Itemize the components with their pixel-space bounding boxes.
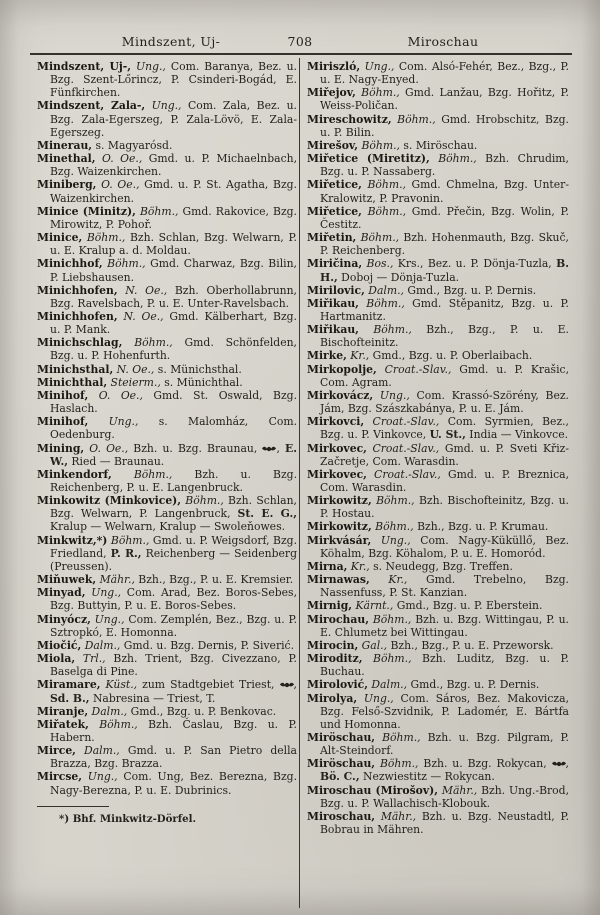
region-label: Croat.-Slav., bbox=[364, 415, 440, 429]
entry bbox=[307, 257, 569, 283]
headword: Minihof, bbox=[37, 415, 89, 429]
region-label: O. Oe., bbox=[95, 152, 143, 166]
entry bbox=[307, 757, 569, 783]
region-label: Böhm., bbox=[356, 231, 400, 245]
entry bbox=[307, 560, 569, 573]
headword: Minichhofen, bbox=[37, 309, 118, 323]
entry-text: Kralup — Welwarn, Kralup — Swoleňowes. bbox=[50, 520, 286, 534]
entry bbox=[37, 718, 297, 744]
region-label: O. Oe., bbox=[88, 388, 143, 402]
entry-text: Gmd. u. P. Breznica, Com. Warasdin. bbox=[320, 467, 569, 494]
footnote-rule bbox=[37, 806, 109, 807]
entry-text: Bzh. Trient, Bzg. Civezzano, P. Baselga di Pine. bbox=[50, 652, 297, 679]
headword: Mirešov, bbox=[307, 138, 359, 152]
region-label: Kr., bbox=[346, 349, 370, 363]
headword: Miniberg, bbox=[37, 178, 97, 192]
headword: Mireschowitz, bbox=[307, 112, 392, 126]
entry-text: Nabresina — Triest, T. bbox=[89, 691, 216, 705]
railway-abbrev: P. R., bbox=[110, 546, 142, 560]
entry bbox=[37, 770, 297, 796]
headword: Mirce, bbox=[37, 744, 76, 758]
region-label: Böhm., bbox=[362, 652, 412, 666]
entry-text: Bzh., Bzg. u. P. Krumau. bbox=[413, 520, 549, 534]
entry-text: Com. Alsó-Fehér, Bez., Bzg., P. u. E. Nagy-Enyed. bbox=[320, 60, 569, 87]
headword: Mirkopolje, bbox=[307, 362, 377, 376]
headword: Mirkvásár, bbox=[307, 533, 372, 547]
entry bbox=[37, 139, 297, 152]
entry bbox=[37, 613, 297, 639]
entry-text: s. Malomház, Com. Oedenburg. bbox=[50, 415, 297, 442]
entry bbox=[307, 323, 569, 349]
headword: Mirnig, bbox=[307, 599, 353, 613]
region-label: Trl., bbox=[75, 652, 106, 666]
region-label: Böhm., bbox=[102, 257, 146, 271]
entry bbox=[307, 349, 569, 362]
entry-text: Com. Syrmien, Bez., Bzg. u. P. Vinkovce, bbox=[320, 415, 569, 442]
headword: Miřejov, bbox=[307, 86, 356, 100]
headword: Mircse, bbox=[37, 770, 83, 784]
entry bbox=[37, 678, 297, 704]
entry-text: Bzh., Bzg., P. u. E. Kremsier. bbox=[134, 573, 294, 587]
entry-text: Gmd. Stěpanitz, Bzg. u. P. Hartmanitz. bbox=[320, 296, 569, 323]
region-label: Ung., bbox=[85, 586, 122, 600]
region-label: Croat.-Slav., bbox=[366, 467, 441, 481]
region-label: Croat.-Slav., bbox=[376, 362, 452, 376]
region-label: Böhm., bbox=[375, 730, 421, 744]
entry-text: Ried — Braunau. bbox=[67, 454, 165, 468]
entry bbox=[37, 534, 297, 573]
entry bbox=[307, 231, 569, 257]
headword: Minice, bbox=[37, 231, 83, 245]
region-label: Croat.-Slav., bbox=[366, 441, 440, 455]
entry-text: Bzh. u. Bzg. Wittingau, P. u. E. Chlumetz bei Wittingau. bbox=[320, 612, 569, 639]
entry-text: s. Neudegg, Bzg. Treffen. bbox=[369, 559, 513, 573]
entry-text: Bzh. Schlan, Bzg. Welwarn, P. Langenbruck, bbox=[50, 494, 297, 521]
region-label: Ung., bbox=[371, 533, 411, 547]
entry-text: Gmd. Schönfelden, Bzg. u. P. Hohenfurth. bbox=[50, 336, 297, 363]
header-rule bbox=[30, 53, 572, 55]
region-label: Dalm., bbox=[367, 678, 408, 692]
region-label: Böhm., bbox=[355, 86, 400, 100]
entry-text: , bbox=[293, 678, 297, 692]
entry bbox=[37, 573, 297, 586]
entry-text: Gmd., Bzg. u. P. Eberstein. bbox=[393, 599, 543, 613]
entry-text: Gmd. Hrobschitz, Bzg. u. P. Bilin. bbox=[320, 112, 569, 139]
region-label: Böhm., bbox=[358, 138, 400, 152]
entry bbox=[307, 284, 569, 297]
region-label: Steierm., bbox=[107, 375, 161, 389]
entry bbox=[37, 363, 297, 376]
region-label: Böhm., bbox=[111, 467, 173, 481]
region-label: Böhm., bbox=[88, 717, 138, 731]
entry bbox=[37, 468, 297, 494]
railway-abbrev: B. H., bbox=[320, 257, 569, 284]
entry-text: Com. Sáros, Bez. Makovicza, Bzg. Felső-Szvidnik, P. Ladomér, E. Bártfa und Homonna. bbox=[320, 691, 569, 731]
entry bbox=[37, 705, 297, 718]
entry bbox=[37, 257, 297, 283]
entry-text: Bzh. u. Bzg. Neustadtl, P. Bobrau in Mähren. bbox=[320, 809, 569, 837]
entry bbox=[37, 376, 297, 389]
headword: Minethal, bbox=[37, 152, 96, 166]
entry-text: Gmd., Bzg. u. P. Dernis. bbox=[407, 678, 540, 692]
headword: Minkowitz (Minkovice), bbox=[37, 494, 182, 508]
entry bbox=[37, 336, 297, 362]
region-label: Böhm., bbox=[82, 231, 126, 245]
entry-text: Bzh. Časlau, Bzg. u. P. Habern. bbox=[50, 717, 297, 744]
region-label: Böhm., bbox=[368, 612, 412, 626]
entry-text: s. Münichthal. bbox=[160, 375, 243, 389]
left-column bbox=[37, 60, 297, 826]
headword: Miroditz, bbox=[307, 652, 363, 666]
railway-station-icon bbox=[552, 757, 566, 770]
headword: Minkwitz,*) bbox=[37, 533, 108, 547]
entry-text: Gmd. u. P. San Pietro della Brazza, Bzg. Brazza. bbox=[50, 744, 297, 771]
entry-text: Reichenberg — Seidenberg (Preussen). bbox=[50, 546, 297, 573]
entry bbox=[37, 586, 297, 612]
entry bbox=[37, 152, 297, 178]
region-label: Bos., bbox=[362, 257, 394, 271]
entry-text: s. Miröschau. bbox=[399, 138, 478, 152]
entry bbox=[307, 389, 569, 415]
headword: Minihof, bbox=[37, 388, 89, 402]
railway-station-icon bbox=[262, 442, 276, 455]
headword: Miočić, bbox=[37, 638, 82, 652]
entry bbox=[307, 468, 569, 494]
headword: Miröschau, bbox=[307, 730, 376, 744]
region-label: Küst., bbox=[100, 678, 138, 692]
entry bbox=[307, 573, 569, 599]
footnote: *) Bhf. Minkwitz-Dörfel. bbox=[59, 812, 197, 825]
entry bbox=[37, 205, 297, 231]
entry-text: Com. Ung, Bez. Berezna, Bzg. Nagy-Berezna, P. u. E. Dubrinics. bbox=[50, 770, 297, 797]
entry bbox=[307, 639, 569, 652]
headword: Miňuwek, bbox=[37, 573, 97, 587]
headword: Minichhofen, bbox=[37, 283, 118, 297]
region-label: Ung., bbox=[88, 415, 139, 429]
headword: Minichschlag, bbox=[37, 336, 123, 350]
entry-text: Bzh. Chrudim, Bzg. u. P. Nassaberg. bbox=[320, 152, 569, 179]
page-number: 708 bbox=[287, 34, 313, 49]
headword: Minkendorf, bbox=[37, 467, 112, 481]
headword: Minichsthal, bbox=[37, 362, 114, 376]
entry bbox=[307, 692, 569, 731]
entry-text: Gmd. Chmelna, Bzg. Unter-Kralowitz, P. Pravonin. bbox=[320, 178, 569, 205]
column-divider bbox=[299, 58, 300, 908]
region-label: Böhm., bbox=[358, 296, 405, 310]
entry-text: Bzh. Schlan, Bzg. Welwarn, P. u. E. Kralup a. d. Moldau. bbox=[50, 231, 297, 258]
entry-text: Gmd. u. P. St. Agatha, Bzg. Waizenkirchen. bbox=[50, 178, 297, 205]
region-label: Böhm., bbox=[371, 494, 415, 508]
entry-text: Com. Arad, Bez. Boros-Sebes, Bzg. Buttyin, P. u. E. Boros-Sebes. bbox=[50, 586, 297, 613]
region-label: Kr., bbox=[369, 573, 408, 587]
entry-text: , bbox=[565, 757, 569, 771]
footnote-block bbox=[37, 806, 297, 826]
entry bbox=[307, 599, 569, 612]
entry-text: Gmd. St. Oswald, Bzg. Haslach. bbox=[50, 388, 298, 416]
headword: Mirkowitz, bbox=[307, 520, 372, 534]
entry bbox=[307, 152, 569, 178]
entry-text: Bzh. Ung.-Brod, Bzg. u. P. Wallachisch-Klobouk. bbox=[320, 783, 570, 810]
entry bbox=[307, 113, 569, 139]
region-label: Ung., bbox=[145, 99, 182, 113]
headword: Minice (Minitz), bbox=[37, 204, 136, 218]
headword: Mirkovácz, bbox=[307, 388, 374, 402]
headword: Minyad, bbox=[37, 586, 86, 600]
entry-text: Bzh. Hohenmauth, Bzg. Skuč, P. Reichenberg. bbox=[320, 231, 569, 258]
region-label: O. Oe., bbox=[84, 441, 129, 455]
entry-text: Com. Baranya, Bez. u. Bzg. Szent-Lőrincz, P. Csinderi-Bogád, E. Fünfkirchen. bbox=[50, 60, 297, 100]
headword: Miričina, bbox=[307, 257, 363, 271]
headword: Minyócz, bbox=[37, 612, 91, 626]
guide-word-left: Mindszent, Uj- bbox=[121, 34, 221, 49]
entry-text: Bzh. u. Bzg. Braunau, bbox=[128, 441, 263, 455]
headword: Mirolya, bbox=[307, 691, 358, 705]
headword: Mirkowitz, bbox=[307, 494, 372, 508]
headword: Minerau, bbox=[37, 138, 93, 152]
region-label: Mähr., bbox=[96, 573, 135, 587]
entry bbox=[307, 678, 569, 691]
entry bbox=[307, 442, 569, 468]
railway-abbrev: E. W., bbox=[50, 441, 297, 468]
region-label: Dalm., bbox=[75, 744, 120, 758]
entry bbox=[37, 494, 297, 533]
region-label: Böhm., bbox=[358, 323, 412, 337]
headword: Mirocin, bbox=[307, 638, 359, 652]
entry bbox=[37, 639, 297, 652]
region-label: N. Oe., bbox=[117, 283, 168, 297]
headword: Miriszló, bbox=[307, 60, 361, 73]
entry-text: Gmd., Bzg. u. P. Dernis. bbox=[403, 283, 537, 297]
region-label: Ung., bbox=[373, 388, 410, 402]
entry-text: Gmd. u. P. Krašic, Com. Agram. bbox=[320, 362, 569, 389]
region-label: Kärnt., bbox=[352, 599, 394, 613]
headword: Mirilovic, bbox=[307, 283, 365, 297]
railway-abbrev: Sd. B., bbox=[50, 691, 90, 705]
entry-text: Doboj — Dönja-Tuzla. bbox=[337, 270, 460, 284]
entry-text: Gmd. Rakovice, Bzg. Mirowitz, P. Pohoř. bbox=[50, 204, 297, 231]
entry-text: Gmd. u. P. Michaelnbach, Bzg. Waizenkirchen. bbox=[50, 152, 297, 179]
entry-text: Bzh. Luditz, Bzg. u. P. Buchau. bbox=[320, 652, 569, 679]
headword: Minichhof, bbox=[37, 257, 103, 271]
region-label: Dalm., bbox=[81, 638, 121, 652]
headword: Mirochau, bbox=[307, 612, 369, 626]
entry bbox=[307, 139, 569, 152]
entry bbox=[37, 442, 297, 468]
entry bbox=[307, 60, 569, 86]
entry bbox=[37, 389, 297, 415]
entry bbox=[37, 60, 297, 99]
entry bbox=[307, 810, 569, 836]
region-label: Böhm., bbox=[375, 757, 419, 771]
entry bbox=[37, 284, 297, 310]
headword: Mirke, bbox=[307, 349, 347, 363]
entry bbox=[37, 231, 297, 257]
region-label: Böhm., bbox=[181, 494, 224, 508]
headword: Mirolović, bbox=[307, 678, 368, 692]
entry bbox=[307, 178, 569, 204]
entry bbox=[307, 613, 569, 639]
entry-text: Bzh. Oberhollabrunn, Bzg. Ravelsbach, P. u. E. Unter-Ravelsbach. bbox=[50, 283, 297, 310]
entry bbox=[307, 205, 569, 231]
entry-text: Com. Zemplén, Bez., Bzg. u. P. Sztropkó, E. Homonna. bbox=[50, 612, 297, 639]
entry-text: s. Münichsthal. bbox=[154, 362, 242, 376]
headword: Mining, bbox=[37, 441, 85, 455]
region-label: Mähr., bbox=[438, 783, 478, 797]
entry-text: Gmd. u. Bzg. Dernis, P. Siverić. bbox=[120, 638, 295, 652]
guide-word-right: Miroschau bbox=[407, 34, 479, 49]
entry-text: Com. Krassó-Szörény, Bez. Jám, Bzg. Szászkabánya, P. u. E. Jám. bbox=[320, 388, 569, 416]
entry-text: Krs., Bez. u. P. Dönja-Tuzla, bbox=[393, 257, 557, 271]
entry-text: Com. Nagy-Küküllő, Bez. Köhalm, Bzg. Köhalom, P. u. E. Homoród. bbox=[320, 533, 569, 560]
headword: Minichthal, bbox=[37, 375, 108, 389]
headword: Mindszent, Uj-, bbox=[37, 60, 132, 73]
region-label: Gal., bbox=[358, 638, 388, 652]
entry-text: Nezwiestitz — Rokycan. bbox=[359, 770, 495, 784]
entry bbox=[37, 744, 297, 770]
region-label: Böhm., bbox=[122, 336, 173, 350]
region-label: Kr., bbox=[347, 559, 370, 573]
headword: Mindszent, Zala-, bbox=[37, 99, 146, 113]
headword: Miřetice, bbox=[307, 204, 362, 218]
headword: Mirkovci, bbox=[307, 415, 365, 429]
entry-text: Gmd., Bzg. u. P. Benkovac. bbox=[127, 704, 277, 718]
headword: Miröschau, bbox=[307, 757, 376, 771]
railway-abbrev: U. St., bbox=[429, 428, 466, 442]
entry bbox=[307, 731, 569, 757]
entry-text: Bzh. Bischofteinitz, Bzg. u. P. Hostau. bbox=[320, 494, 569, 521]
headword: Miramare, bbox=[37, 678, 101, 692]
region-label: Böhm., bbox=[391, 112, 436, 126]
entry bbox=[307, 784, 569, 810]
entry-text: Bzh. u. Bzg. Rokycan, bbox=[418, 757, 552, 771]
entry bbox=[37, 99, 297, 138]
headword: Miola, bbox=[37, 652, 76, 666]
region-label: Böhm., bbox=[361, 204, 407, 218]
entry-text: s. Magyarósd. bbox=[92, 138, 173, 152]
entry bbox=[37, 310, 297, 336]
region-label: Böhm., bbox=[371, 520, 414, 534]
region-label: Ung., bbox=[90, 612, 125, 626]
entry-text: Gmd. Lanžau, Bzg. Hořitz, P. Weiss-Poličan. bbox=[320, 86, 569, 113]
region-label: Böhm., bbox=[361, 178, 406, 192]
entry-text: Gmd. Přečin, Bzg. Wolin, P. Čestitz. bbox=[320, 204, 569, 231]
region-label: Böhm., bbox=[135, 204, 179, 218]
headword: Miroschau, bbox=[307, 809, 376, 823]
entry-text: Gmd. Trebelno, Bzg. Nassenfuss, P. St. Kanzian. bbox=[320, 573, 569, 600]
region-label: N. Oe., bbox=[117, 309, 164, 323]
entry-text: Bzh. u. Bzg. Reichenberg, P. u. E. Langenbruck. bbox=[50, 467, 297, 494]
entry bbox=[307, 86, 569, 112]
entry-text: Gmd. u. P. Weigsdorf, Bzg. Friedland, bbox=[50, 533, 297, 560]
region-label: Dalm., bbox=[364, 283, 404, 297]
region-label: Mähr., bbox=[375, 809, 417, 823]
railway-abbrev: Bö. C., bbox=[320, 770, 360, 784]
region-label: N. Oe., bbox=[113, 362, 155, 376]
headword: Miřikau, bbox=[307, 296, 359, 310]
region-label: Ung., bbox=[82, 770, 118, 784]
entry-text: Bzh., Bzg., P. u. E. Bischofteinitz. bbox=[320, 323, 569, 350]
entry-text: Gmd. Kälberhart, Bzg. u. P. Mank. bbox=[50, 309, 297, 337]
region-label: Böhm., bbox=[107, 533, 150, 547]
region-label: Dalm., bbox=[88, 704, 128, 718]
entry bbox=[37, 178, 297, 204]
railway-abbrev: St. E. G., bbox=[237, 507, 297, 521]
entry bbox=[307, 652, 569, 678]
entry-text: Gmd. u. P. Sveti Křiz-Začretje, Com. Warasdin. bbox=[320, 441, 569, 468]
region-label: Ung., bbox=[357, 691, 394, 705]
entry bbox=[37, 415, 297, 441]
right-column bbox=[307, 60, 569, 836]
entry bbox=[307, 534, 569, 560]
entry-text: Gmd. Charwaz, Bzg. Bilin, P. Liebshausen. bbox=[50, 257, 297, 284]
entry bbox=[307, 363, 569, 389]
entry-text: Gmd., Bzg. u. P. Oberlaibach. bbox=[369, 349, 533, 363]
railway-station-icon bbox=[280, 678, 294, 691]
entry bbox=[307, 520, 569, 533]
headword: Mirna, bbox=[307, 559, 348, 573]
entry bbox=[37, 652, 297, 678]
headword: Miranje, bbox=[37, 704, 89, 718]
region-label: Ung., bbox=[360, 60, 395, 73]
entry-text: India — Vinkovce. bbox=[465, 428, 569, 442]
headword: Miřikau, bbox=[307, 323, 359, 337]
entry-text: zum Stadtgebiet Triest, bbox=[137, 678, 280, 692]
region-label: Böhm., bbox=[429, 152, 477, 166]
headword: Mirnawas, bbox=[307, 573, 370, 587]
entry-text: Bzh. u. Bzg. Pilgram, P. Alt-Steindorf. bbox=[320, 730, 569, 758]
headword: Miřetice, bbox=[307, 178, 362, 192]
region-label: O. Oe., bbox=[96, 178, 140, 192]
entry bbox=[307, 297, 569, 323]
headword: Miroschau (Mirošov), bbox=[307, 783, 438, 797]
region-label: Ung., bbox=[131, 60, 166, 73]
headword: Miřatek, bbox=[37, 717, 89, 731]
entry-text: Bzh., Bzg., P. u. E. Przeworsk. bbox=[387, 638, 554, 652]
headword: Miřetin, bbox=[307, 231, 357, 245]
headword: Mirkovec, bbox=[307, 441, 367, 455]
entry-text: Com. Zala, Bez. u. Bzg. Zala-Egerszeg, P. Zala-Lövö, E. Zala-Egerszeg. bbox=[50, 99, 297, 139]
entry bbox=[307, 415, 569, 441]
headword: Miřetice (Miretitz), bbox=[307, 152, 430, 166]
entry-text: , bbox=[276, 441, 285, 455]
entry bbox=[307, 494, 569, 520]
headword: Mirkovec, bbox=[307, 467, 367, 481]
